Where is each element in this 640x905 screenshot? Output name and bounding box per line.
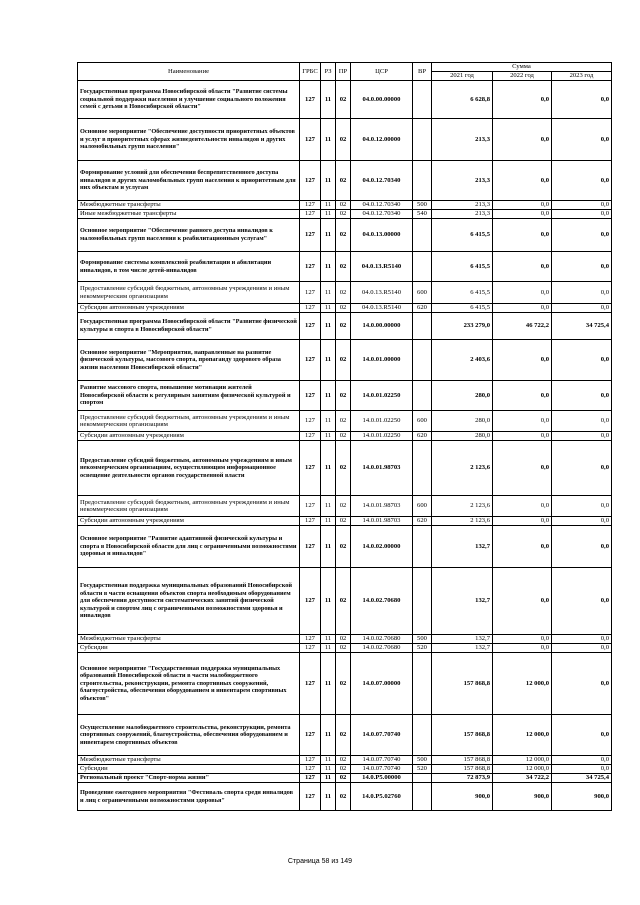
cell-sum-2021: 213,3	[432, 201, 493, 210]
cell-grbs: 127	[300, 282, 321, 304]
col-header-grbs: ГРБС	[300, 63, 321, 81]
cell-rz: 11	[321, 340, 336, 381]
cell-vr	[413, 783, 432, 811]
cell-pr: 02	[336, 635, 351, 644]
cell-grbs: 127	[300, 313, 321, 340]
cell-sum-2022: 0,0	[493, 644, 552, 653]
cell-sum-2023: 0,0	[552, 653, 612, 715]
cell-sum-2023: 0,0	[552, 517, 612, 526]
cell-rz: 11	[321, 210, 336, 219]
cell-sum-2021: 213,3	[432, 161, 493, 201]
cell-pr: 02	[336, 161, 351, 201]
cell-vr: 600	[413, 496, 432, 517]
table-row	[78, 783, 612, 811]
cell-sum-2022: 0,0	[493, 381, 552, 411]
cell-name: Основное мероприятие "Развитие адаптивной физической культуры и спорта в Новосибирской области для лиц с ограниченными возможностями здоровья и инвалидов"	[78, 526, 300, 568]
table-row	[78, 765, 612, 774]
cell-name: Предоставление субсидий бюджетным, автономным учреждениям и иным некоммерческим организациям	[78, 411, 300, 432]
cell-rz: 11	[321, 496, 336, 517]
cell-vr: 540	[413, 210, 432, 219]
cell-vr	[413, 219, 432, 252]
cell-csr: 14.0.07.70740	[351, 715, 413, 756]
cell-vr	[413, 774, 432, 783]
cell-sum-2023: 0,0	[552, 526, 612, 568]
cell-sum-2022: 0,0	[493, 161, 552, 201]
cell-sum-2023: 0,0	[552, 496, 612, 517]
cell-pr: 02	[336, 756, 351, 765]
cell-sum-2021: 280,0	[432, 432, 493, 441]
cell-rz: 11	[321, 161, 336, 201]
cell-name: Региональный проект "Спорт-норма жизни"	[78, 774, 300, 783]
cell-name: Основное мероприятие "Мероприятия, направленные на развитие физической культуры, массового спорта, пропаганду здорового образа жизни населения Новосибирской области"	[78, 340, 300, 381]
table-row	[78, 411, 612, 432]
cell-sum-2022: 0,0	[493, 252, 552, 282]
cell-rz: 11	[321, 568, 336, 635]
cell-pr: 02	[336, 219, 351, 252]
cell-sum-2022: 0,0	[493, 411, 552, 432]
col-header-2021: 2021 год	[432, 72, 493, 81]
cell-rz: 11	[321, 313, 336, 340]
table-row	[78, 282, 612, 304]
cell-sum-2022: 0,0	[493, 119, 552, 161]
cell-name: Развитие массового спорта, повышение мотивации жителей Новосибирской области к регулярным занятиям физической культурой и спортом	[78, 381, 300, 411]
cell-name: Субсидии автономным учреждениям	[78, 517, 300, 526]
cell-pr: 02	[336, 496, 351, 517]
cell-sum-2022: 0,0	[493, 304, 552, 313]
table-row	[78, 340, 612, 381]
cell-vr	[413, 252, 432, 282]
cell-sum-2022: 0,0	[493, 517, 552, 526]
cell-grbs: 127	[300, 340, 321, 381]
cell-csr: 14.0.01.98703	[351, 441, 413, 496]
cell-rz: 11	[321, 765, 336, 774]
cell-rz: 11	[321, 252, 336, 282]
cell-rz: 11	[321, 381, 336, 411]
page-number: Страница 58 из 149	[287, 858, 353, 865]
cell-sum-2022: 12 000,0	[493, 756, 552, 765]
cell-vr	[413, 119, 432, 161]
cell-vr	[413, 340, 432, 381]
cell-csr: 04.0.13.R5140	[351, 304, 413, 313]
cell-pr: 02	[336, 783, 351, 811]
cell-sum-2022: 0,0	[493, 568, 552, 635]
cell-sum-2022: 0,0	[493, 441, 552, 496]
col-header-name: Наименование	[78, 63, 300, 81]
cell-sum-2022: 900,0	[493, 783, 552, 811]
cell-rz: 11	[321, 201, 336, 210]
cell-csr: 14.0.01.98703	[351, 517, 413, 526]
cell-vr	[413, 81, 432, 119]
cell-sum-2022: 0,0	[493, 496, 552, 517]
cell-csr: 14.0.00.00000	[351, 313, 413, 340]
cell-sum-2023: 0,0	[552, 441, 612, 496]
cell-csr: 04.0.12.70340	[351, 201, 413, 210]
cell-name: Основное мероприятие "Государственная поддержка муниципальных образований Новосибирской области в части малобюджетного строительства, реконструкции, ремонта спортивных сооружений, благоустройства, обеспечения оборудованием и инвентарем спортивных объектов"	[78, 653, 300, 715]
cell-pr: 02	[336, 210, 351, 219]
col-header-2023: 2023 год	[552, 72, 612, 81]
cell-pr: 02	[336, 441, 351, 496]
cell-sum-2023: 900,0	[552, 783, 612, 811]
cell-sum-2021: 280,0	[432, 381, 493, 411]
cell-vr	[413, 381, 432, 411]
cell-name: Государственная программа Новосибирской области "Развитие системы социальной поддержки населения и улучшение социального положения семей с детьми в Новосибирской области"	[78, 81, 300, 119]
cell-grbs: 127	[300, 517, 321, 526]
cell-sum-2021: 72 873,9	[432, 774, 493, 783]
cell-csr: 04.0.13.00000	[351, 219, 413, 252]
table-row	[78, 313, 612, 340]
cell-grbs: 127	[300, 304, 321, 313]
cell-sum-2021: 6 415,5	[432, 252, 493, 282]
table-row	[78, 161, 612, 201]
cell-vr	[413, 653, 432, 715]
cell-vr: 520	[413, 765, 432, 774]
table-row	[78, 201, 612, 210]
cell-grbs: 127	[300, 644, 321, 653]
cell-sum-2023: 0,0	[552, 381, 612, 411]
cell-sum-2022: 0,0	[493, 210, 552, 219]
cell-sum-2022: 0,0	[493, 219, 552, 252]
table-row	[78, 653, 612, 715]
cell-grbs: 127	[300, 381, 321, 411]
cell-grbs: 127	[300, 210, 321, 219]
cell-pr: 02	[336, 653, 351, 715]
table-body	[78, 81, 612, 811]
cell-pr: 02	[336, 526, 351, 568]
table-row	[78, 219, 612, 252]
cell-name: Межбюджетные трансферты	[78, 635, 300, 644]
cell-csr: 14.0.02.00000	[351, 526, 413, 568]
cell-sum-2023: 0,0	[552, 219, 612, 252]
cell-pr: 02	[336, 568, 351, 635]
cell-vr	[413, 568, 432, 635]
cell-rz: 11	[321, 715, 336, 756]
table-row	[78, 81, 612, 119]
cell-grbs: 127	[300, 765, 321, 774]
table-row	[78, 432, 612, 441]
cell-sum-2023: 0,0	[552, 432, 612, 441]
cell-vr	[413, 161, 432, 201]
cell-vr: 600	[413, 282, 432, 304]
cell-vr	[413, 313, 432, 340]
cell-name: Предоставление субсидий бюджетным, автономным учреждениям и иным некоммерческим организациям	[78, 282, 300, 304]
cell-vr: 520	[413, 644, 432, 653]
table-row	[78, 756, 612, 765]
cell-sum-2021: 6 415,5	[432, 282, 493, 304]
cell-sum-2022: 0,0	[493, 526, 552, 568]
cell-name: Субсидии	[78, 765, 300, 774]
cell-grbs: 127	[300, 432, 321, 441]
cell-csr: 14.0.01.00000	[351, 340, 413, 381]
cell-sum-2022: 0,0	[493, 340, 552, 381]
cell-sum-2021: 2 123,6	[432, 441, 493, 496]
cell-name: Основное мероприятие "Обеспечение доступности приоритетных объектов и услуг в приоритетных сферах жизнедеятельности инвалидов и других маломобильных групп населения"	[78, 119, 300, 161]
cell-grbs: 127	[300, 219, 321, 252]
cell-csr: 14.0.02.70680	[351, 635, 413, 644]
table-row	[78, 635, 612, 644]
cell-name: Субсидии	[78, 644, 300, 653]
cell-rz: 11	[321, 219, 336, 252]
cell-sum-2021: 213,3	[432, 119, 493, 161]
cell-grbs: 127	[300, 441, 321, 496]
cell-sum-2021: 280,0	[432, 411, 493, 432]
cell-grbs: 127	[300, 252, 321, 282]
table-row	[78, 644, 612, 653]
cell-pr: 02	[336, 411, 351, 432]
cell-sum-2021: 132,7	[432, 568, 493, 635]
cell-name: Предоставление субсидий бюджетным, автономным учреждениям и иным некоммерческим организациям, осуществляющим информационное освещение деятельности органов государственной власти	[78, 441, 300, 496]
cell-name: Субсидии автономным учреждениям	[78, 432, 300, 441]
table-row	[78, 517, 612, 526]
cell-grbs: 127	[300, 653, 321, 715]
cell-grbs: 127	[300, 635, 321, 644]
cell-sum-2023: 0,0	[552, 756, 612, 765]
cell-grbs: 127	[300, 496, 321, 517]
cell-sum-2023: 0,0	[552, 635, 612, 644]
budget-table	[77, 62, 612, 811]
cell-pr: 02	[336, 201, 351, 210]
cell-pr: 02	[336, 313, 351, 340]
cell-sum-2021: 157 868,8	[432, 653, 493, 715]
table-row	[78, 381, 612, 411]
cell-grbs: 127	[300, 161, 321, 201]
cell-sum-2022: 12 000,0	[493, 653, 552, 715]
cell-name: Субсидии автономным учреждениям	[78, 304, 300, 313]
cell-sum-2021: 2 123,6	[432, 496, 493, 517]
cell-sum-2021: 6 415,5	[432, 304, 493, 313]
cell-grbs: 127	[300, 81, 321, 119]
cell-csr: 14.0.02.70680	[351, 568, 413, 635]
cell-pr: 02	[336, 119, 351, 161]
table-row	[78, 119, 612, 161]
cell-vr: 500	[413, 635, 432, 644]
cell-sum-2023: 0,0	[552, 282, 612, 304]
table-row	[78, 774, 612, 783]
table-row	[78, 441, 612, 496]
cell-vr: 620	[413, 517, 432, 526]
cell-sum-2023: 0,0	[552, 304, 612, 313]
cell-vr	[413, 526, 432, 568]
cell-sum-2021: 132,7	[432, 644, 493, 653]
cell-sum-2021: 157 868,8	[432, 715, 493, 756]
cell-rz: 11	[321, 783, 336, 811]
cell-rz: 11	[321, 282, 336, 304]
cell-pr: 02	[336, 252, 351, 282]
cell-sum-2022: 46 722,2	[493, 313, 552, 340]
cell-name: Государственная поддержка муниципальных образований Новосибирской области в части оснащения объектов спорта необходимым оборудованием для обеспечения доступности систематических занятий физической культурой и спортом лиц с ограниченными возможностями здоровья и инвалидов	[78, 568, 300, 635]
cell-name: Осуществление малобюджетного строительства, реконструкции, ремонта спортивных сооружений, благоустройства, обеспечения оборудованием и инвентарем спортивных объектов	[78, 715, 300, 756]
cell-vr: 500	[413, 201, 432, 210]
cell-sum-2023: 0,0	[552, 765, 612, 774]
cell-csr: 14.0.01.02250	[351, 432, 413, 441]
cell-rz: 11	[321, 774, 336, 783]
cell-sum-2021: 213,3	[432, 210, 493, 219]
cell-csr: 14.0.01.02250	[351, 381, 413, 411]
cell-pr: 02	[336, 282, 351, 304]
cell-sum-2021: 157 868,8	[432, 756, 493, 765]
cell-pr: 02	[336, 765, 351, 774]
cell-name: Межбюджетные трансферты	[78, 756, 300, 765]
cell-csr: 14.0.07.70740	[351, 765, 413, 774]
cell-rz: 11	[321, 526, 336, 568]
table-row	[78, 715, 612, 756]
cell-sum-2023: 0,0	[552, 119, 612, 161]
cell-csr: 14.0.P5.00000	[351, 774, 413, 783]
cell-name: Основное мероприятие "Обеспечение равного доступа инвалидов к маломобильных групп населения к реабилитационным услугам"	[78, 219, 300, 252]
cell-sum-2023: 0,0	[552, 201, 612, 210]
cell-sum-2022: 12 000,0	[493, 715, 552, 756]
cell-pr: 02	[336, 715, 351, 756]
cell-sum-2022: 0,0	[493, 432, 552, 441]
cell-sum-2023: 34 725,4	[552, 313, 612, 340]
cell-csr: 04.0.12.70340	[351, 161, 413, 201]
cell-sum-2023: 34 725,4	[552, 774, 612, 783]
cell-vr	[413, 715, 432, 756]
cell-sum-2023: 0,0	[552, 161, 612, 201]
cell-rz: 11	[321, 644, 336, 653]
cell-sum-2022: 0,0	[493, 635, 552, 644]
cell-name: Предоставление субсидий бюджетным, автономным учреждениям и иным некоммерческим организациям	[78, 496, 300, 517]
cell-pr: 02	[336, 644, 351, 653]
cell-grbs: 127	[300, 411, 321, 432]
cell-grbs: 127	[300, 201, 321, 210]
cell-csr: 14.0.01.98703	[351, 496, 413, 517]
cell-sum-2021: 6 628,8	[432, 81, 493, 119]
cell-sum-2023: 0,0	[552, 568, 612, 635]
cell-sum-2022: 0,0	[493, 201, 552, 210]
cell-name: Иные межбюджетные трансферты	[78, 210, 300, 219]
cell-sum-2021: 132,7	[432, 526, 493, 568]
cell-grbs: 127	[300, 568, 321, 635]
cell-csr: 04.0.12.70340	[351, 210, 413, 219]
col-header-vr: ВР	[413, 63, 432, 81]
cell-pr: 02	[336, 340, 351, 381]
cell-sum-2023: 0,0	[552, 411, 612, 432]
cell-sum-2022: 0,0	[493, 282, 552, 304]
cell-csr: 04.0.00.00000	[351, 81, 413, 119]
cell-grbs: 127	[300, 783, 321, 811]
cell-sum-2021: 132,7	[432, 635, 493, 644]
table-row	[78, 210, 612, 219]
table-row	[78, 568, 612, 635]
cell-vr: 600	[413, 411, 432, 432]
cell-sum-2021: 233 279,0	[432, 313, 493, 340]
cell-sum-2021: 2 123,6	[432, 517, 493, 526]
cell-sum-2021: 2 403,6	[432, 340, 493, 381]
cell-rz: 11	[321, 517, 336, 526]
cell-grbs: 127	[300, 715, 321, 756]
cell-rz: 11	[321, 411, 336, 432]
cell-sum-2023: 0,0	[552, 644, 612, 653]
cell-rz: 11	[321, 441, 336, 496]
cell-sum-2023: 0,0	[552, 715, 612, 756]
cell-pr: 02	[336, 774, 351, 783]
cell-pr: 02	[336, 432, 351, 441]
cell-rz: 11	[321, 653, 336, 715]
cell-pr: 02	[336, 304, 351, 313]
cell-rz: 11	[321, 81, 336, 119]
cell-sum-2023: 0,0	[552, 252, 612, 282]
col-header-rz: РЗ	[321, 63, 336, 81]
cell-vr: 620	[413, 304, 432, 313]
cell-grbs: 127	[300, 526, 321, 568]
cell-pr: 02	[336, 517, 351, 526]
cell-csr: 14.0.07.70740	[351, 756, 413, 765]
table-row	[78, 496, 612, 517]
table-row	[78, 526, 612, 568]
cell-rz: 11	[321, 635, 336, 644]
cell-grbs: 127	[300, 756, 321, 765]
cell-rz: 11	[321, 756, 336, 765]
cell-name: Государственная программа Новосибирской области "Развитие физической культуры и спорта в Новосибирской области"	[78, 313, 300, 340]
cell-name: Проведение ежегодного мероприятия "Фестиваль спорта среди инвалидов и лиц с ограниченными возможностями здоровья"	[78, 783, 300, 811]
cell-vr	[413, 441, 432, 496]
cell-csr: 04.0.13.R5140	[351, 282, 413, 304]
cell-csr: 04.0.12.00000	[351, 119, 413, 161]
cell-name: Формирование системы комплексной реабилитации и абилитации инвалидов, в том числе детей-инвалидов	[78, 252, 300, 282]
col-header-csr: ЦСР	[351, 63, 413, 81]
cell-rz: 11	[321, 119, 336, 161]
cell-name: Межбюджетные трансферты	[78, 201, 300, 210]
cell-rz: 11	[321, 304, 336, 313]
cell-sum-2023: 0,0	[552, 210, 612, 219]
cell-grbs: 127	[300, 774, 321, 783]
cell-sum-2022: 34 722,2	[493, 774, 552, 783]
col-header-sum: Сумма	[432, 63, 612, 72]
cell-name: Формирование условий для обеспечения беспрепятственного доступа инвалидов и других маломобильных групп населения к приоритетным для них объектам и услугам	[78, 161, 300, 201]
cell-vr: 620	[413, 432, 432, 441]
cell-sum-2021: 6 415,5	[432, 219, 493, 252]
cell-sum-2022: 12 000,0	[493, 765, 552, 774]
cell-vr: 500	[413, 756, 432, 765]
cell-csr: 14.0.01.02250	[351, 411, 413, 432]
cell-pr: 02	[336, 381, 351, 411]
cell-csr: 04.0.13.R5140	[351, 252, 413, 282]
cell-rz: 11	[321, 432, 336, 441]
cell-csr: 14.0.07.00000	[351, 653, 413, 715]
cell-sum-2021: 900,0	[432, 783, 493, 811]
cell-sum-2023: 0,0	[552, 81, 612, 119]
cell-csr: 14.0.02.70680	[351, 644, 413, 653]
col-header-2022: 2022 год	[493, 72, 552, 81]
table-row	[78, 252, 612, 282]
cell-grbs: 127	[300, 119, 321, 161]
cell-sum-2022: 0,0	[493, 81, 552, 119]
cell-sum-2021: 157 868,8	[432, 765, 493, 774]
table-row	[78, 304, 612, 313]
cell-sum-2023: 0,0	[552, 340, 612, 381]
cell-pr: 02	[336, 81, 351, 119]
col-header-pr: ПР	[336, 63, 351, 81]
cell-csr: 14.0.P5.02760	[351, 783, 413, 811]
